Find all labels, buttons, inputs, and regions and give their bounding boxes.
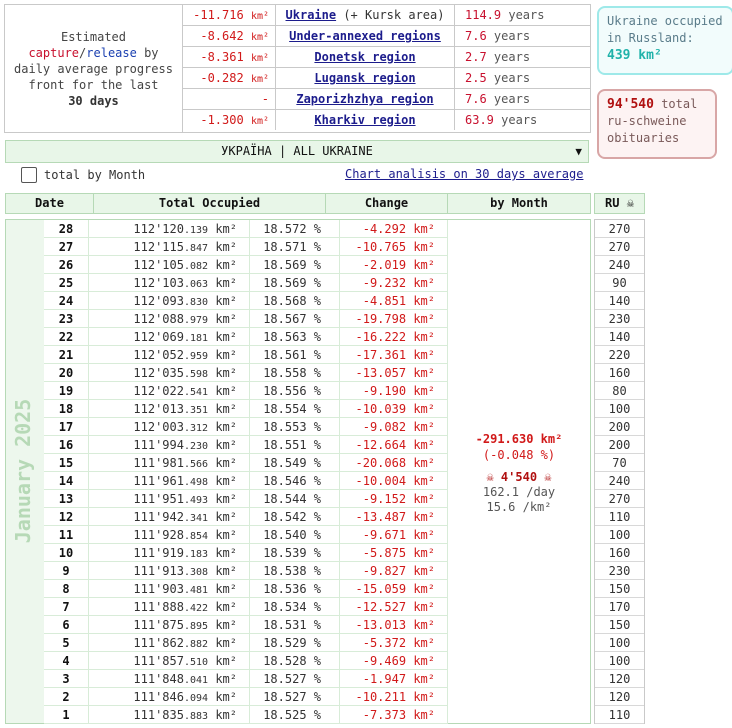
row-date: 11 bbox=[44, 526, 89, 544]
desc-release: release bbox=[86, 45, 137, 60]
table-row bbox=[44, 454, 448, 472]
table-row bbox=[44, 400, 448, 418]
month-per-day: 162.1 /day bbox=[482, 485, 556, 499]
row-percent: 18.569 % bbox=[250, 256, 340, 274]
row-total-occupied: 111'961.498 km² bbox=[89, 472, 250, 490]
row-percent: 18.572 % bbox=[250, 220, 340, 238]
ru-row bbox=[595, 346, 644, 364]
row-total-occupied: 111'875.895 km² bbox=[89, 616, 250, 634]
row-total-occupied: 111'994.230 km² bbox=[89, 436, 250, 454]
row-date: 28 bbox=[44, 220, 89, 238]
row-date: 8 bbox=[44, 580, 89, 598]
row-percent: 18.568 % bbox=[250, 292, 340, 310]
obituaries-line3: obituaries bbox=[607, 131, 680, 145]
row-change: -10.004 km² bbox=[340, 472, 448, 490]
row-percent: 18.569 % bbox=[250, 274, 340, 292]
row-percent: 18.551 % bbox=[250, 436, 340, 454]
desc-line4: front for the last bbox=[28, 77, 159, 92]
table-row bbox=[44, 616, 448, 634]
row-percent: 18.558 % bbox=[250, 364, 340, 382]
row-total-occupied: 111'848.041 km² bbox=[89, 670, 250, 688]
summary-table bbox=[183, 5, 590, 130]
row-total-occupied: 111'919.183 km² bbox=[89, 544, 250, 562]
summary-region bbox=[276, 68, 455, 89]
summary-area: -11.716 km² bbox=[183, 5, 276, 26]
row-date: 2 bbox=[44, 688, 89, 706]
row-total-occupied: 111'862.882 km² bbox=[89, 634, 250, 652]
row-change: -20.068 km² bbox=[340, 454, 448, 472]
row-percent: 18.563 % bbox=[250, 328, 340, 346]
row-change: -10.039 km² bbox=[340, 400, 448, 418]
table-row bbox=[44, 328, 448, 346]
header-ru[interactable]: RU ☠ bbox=[594, 193, 645, 214]
ru-value: 90 bbox=[595, 274, 644, 292]
row-change: -4.292 km² bbox=[340, 220, 448, 238]
row-total-occupied: 111'835.883 km² bbox=[89, 706, 250, 724]
ru-value: 140 bbox=[595, 328, 644, 346]
ru-row bbox=[595, 706, 644, 724]
summary-area: -0.282 km² bbox=[183, 68, 276, 89]
ru-value: 240 bbox=[595, 472, 644, 490]
occupied-line2: in Russland: bbox=[607, 31, 694, 45]
row-date: 12 bbox=[44, 508, 89, 526]
row-change: -15.059 km² bbox=[340, 580, 448, 598]
row-total-occupied: 111'951.493 km² bbox=[89, 490, 250, 508]
summary-row bbox=[183, 47, 590, 68]
row-change: -7.373 km² bbox=[340, 706, 448, 724]
table-row bbox=[44, 562, 448, 580]
ru-row bbox=[595, 310, 644, 328]
row-percent: 18.528 % bbox=[250, 652, 340, 670]
row-change: -1.947 km² bbox=[340, 670, 448, 688]
row-percent: 18.531 % bbox=[250, 616, 340, 634]
ru-row bbox=[595, 328, 644, 346]
row-change: -17.361 km² bbox=[340, 346, 448, 364]
header-by-month[interactable]: by Month bbox=[447, 193, 591, 214]
ru-row bbox=[595, 544, 644, 562]
ru-value: 110 bbox=[595, 508, 644, 526]
table-row bbox=[44, 508, 448, 526]
ru-row bbox=[595, 652, 644, 670]
table-row bbox=[44, 634, 448, 652]
ru-row bbox=[595, 580, 644, 598]
row-total-occupied: 112'093.830 km² bbox=[89, 292, 250, 310]
region-link[interactable]: Kharkiv region bbox=[314, 113, 416, 127]
row-change: -13.013 km² bbox=[340, 616, 448, 634]
table-row bbox=[44, 310, 448, 328]
row-change: -9.152 km² bbox=[340, 490, 448, 508]
table-row bbox=[44, 292, 448, 310]
summary-region: Ukraine (+ Kursk area) bbox=[276, 5, 455, 26]
row-percent: 18.549 % bbox=[250, 454, 340, 472]
row-date: 5 bbox=[44, 634, 89, 652]
ru-row bbox=[595, 382, 644, 400]
row-date: 24 bbox=[44, 292, 89, 310]
desc-by: by bbox=[136, 45, 159, 60]
table-row bbox=[44, 652, 448, 670]
row-total-occupied: 111'942.341 km² bbox=[89, 508, 250, 526]
ru-value: 160 bbox=[595, 544, 644, 562]
table-row bbox=[44, 256, 448, 274]
summary-row bbox=[183, 68, 590, 89]
row-percent: 18.561 % bbox=[250, 346, 340, 364]
desc-line5: 30 days bbox=[68, 93, 119, 108]
row-change: -19.798 km² bbox=[340, 310, 448, 328]
table-row bbox=[44, 364, 448, 382]
region-link[interactable]: Under-annexed regions bbox=[289, 29, 441, 43]
ru-row bbox=[595, 634, 644, 652]
row-change: -9.232 km² bbox=[340, 274, 448, 292]
summary-years: 7.6 years bbox=[455, 89, 591, 110]
ru-row bbox=[595, 436, 644, 454]
table-row bbox=[44, 526, 448, 544]
ru-value: 270 bbox=[595, 220, 644, 238]
summary-years: 7.6 years bbox=[455, 26, 591, 47]
row-total-occupied: 112'052.959 km² bbox=[89, 346, 250, 364]
ru-value: 100 bbox=[595, 526, 644, 544]
row-change: -10.211 km² bbox=[340, 688, 448, 706]
region-select[interactable] bbox=[5, 140, 589, 163]
obituaries-box bbox=[597, 89, 717, 159]
row-percent: 18.542 % bbox=[250, 508, 340, 526]
ru-value: 100 bbox=[595, 634, 644, 652]
ru-value: 160 bbox=[595, 364, 644, 382]
ru-value: 270 bbox=[595, 238, 644, 256]
ru-row bbox=[595, 472, 644, 490]
row-change: -9.469 km² bbox=[340, 652, 448, 670]
table-row bbox=[44, 598, 448, 616]
table-row bbox=[44, 670, 448, 688]
row-total-occupied: 111'913.308 km² bbox=[89, 562, 250, 580]
row-total-occupied: 112'013.351 km² bbox=[89, 400, 250, 418]
row-date: 3 bbox=[44, 670, 89, 688]
ru-value: 200 bbox=[595, 418, 644, 436]
row-change: -10.765 km² bbox=[340, 238, 448, 256]
row-percent: 18.544 % bbox=[250, 490, 340, 508]
summary-years: 114.9 years bbox=[455, 5, 591, 26]
summary-region bbox=[276, 26, 455, 47]
row-total-occupied: 112'088.979 km² bbox=[89, 310, 250, 328]
chart-analysis-link[interactable]: Chart analisis on 30 days average bbox=[345, 167, 584, 181]
ru-row bbox=[595, 256, 644, 274]
row-change: -5.875 km² bbox=[340, 544, 448, 562]
row-total-occupied: 112'022.541 km² bbox=[89, 382, 250, 400]
row-total-occupied: 112'003.312 km² bbox=[89, 418, 250, 436]
row-total-occupied: 111'981.566 km² bbox=[89, 454, 250, 472]
total-by-month-label[interactable]: total by Month bbox=[44, 168, 146, 182]
row-percent: 18.539 % bbox=[250, 544, 340, 562]
desc-line1: Estimated bbox=[60, 29, 126, 44]
row-date: 13 bbox=[44, 490, 89, 508]
occupation-table bbox=[5, 219, 591, 724]
row-date: 7 bbox=[44, 598, 89, 616]
ru-row bbox=[595, 616, 644, 634]
total-by-month-checkbox[interactable] bbox=[21, 167, 37, 183]
region-link[interactable]: Ukraine bbox=[285, 8, 337, 22]
table-row bbox=[44, 238, 448, 256]
row-date: 1 bbox=[44, 706, 89, 724]
row-total-occupied: 112'120.139 km² bbox=[89, 220, 250, 238]
row-change: -12.527 km² bbox=[340, 598, 448, 616]
ru-losses-column bbox=[594, 219, 645, 724]
table-row bbox=[44, 346, 448, 364]
row-change: -16.222 km² bbox=[340, 328, 448, 346]
region-link[interactable]: Donetsk region bbox=[314, 50, 416, 64]
region-select-value: УКРАЇНА | ALL UKRAINE bbox=[221, 144, 373, 158]
header-total-occupied[interactable]: Total Occupied bbox=[93, 193, 326, 214]
summary-area: - bbox=[183, 89, 276, 110]
row-date: 4 bbox=[44, 652, 89, 670]
occupied-in-russia-box bbox=[597, 6, 732, 75]
row-change: -4.851 km² bbox=[340, 292, 448, 310]
row-total-occupied: 111'888.422 km² bbox=[89, 598, 250, 616]
row-total-occupied: 111'903.481 km² bbox=[89, 580, 250, 598]
ru-value: 150 bbox=[595, 580, 644, 598]
obituaries-value: 94'540 bbox=[607, 97, 654, 112]
ru-value: 270 bbox=[595, 490, 644, 508]
summary-years: 2.7 years bbox=[455, 47, 591, 68]
ru-value: 100 bbox=[595, 652, 644, 670]
table-row bbox=[44, 220, 448, 238]
row-date: 15 bbox=[44, 454, 89, 472]
ru-row bbox=[595, 562, 644, 580]
month-change: -291.630 km² bbox=[475, 432, 563, 446]
ru-value: 240 bbox=[595, 256, 644, 274]
row-percent: 18.556 % bbox=[250, 382, 340, 400]
summary-row bbox=[183, 89, 590, 110]
desc-capture: capture bbox=[28, 45, 80, 60]
summary-area: -8.642 km² bbox=[183, 26, 276, 47]
row-date: 17 bbox=[44, 418, 89, 436]
ru-row bbox=[595, 292, 644, 310]
row-date: 27 bbox=[44, 238, 89, 256]
ru-row bbox=[595, 526, 644, 544]
ru-row bbox=[595, 598, 644, 616]
summary-area: -8.361 km² bbox=[183, 47, 276, 68]
header-date[interactable]: Date bbox=[5, 193, 94, 214]
ru-value: 230 bbox=[595, 310, 644, 328]
month-per-km: 15.6 /km² bbox=[486, 500, 552, 514]
month-summary bbox=[448, 220, 590, 723]
ru-row bbox=[595, 688, 644, 706]
ru-value: 120 bbox=[595, 688, 644, 706]
row-total-occupied: 111'857.510 km² bbox=[89, 652, 250, 670]
row-date: 6 bbox=[44, 616, 89, 634]
row-percent: 18.527 % bbox=[250, 688, 340, 706]
row-change: -13.057 km² bbox=[340, 364, 448, 382]
ru-value: 200 bbox=[595, 436, 644, 454]
row-percent: 18.540 % bbox=[250, 526, 340, 544]
row-date: 23 bbox=[44, 310, 89, 328]
ru-row bbox=[595, 670, 644, 688]
ru-losses-rows bbox=[595, 220, 644, 724]
table-row bbox=[44, 706, 448, 724]
summary-row bbox=[183, 5, 590, 26]
table-row bbox=[44, 274, 448, 292]
row-change: -9.190 km² bbox=[340, 382, 448, 400]
ru-row bbox=[595, 220, 644, 238]
row-percent: 18.567 % bbox=[250, 310, 340, 328]
summary-row bbox=[183, 26, 590, 47]
row-total-occupied: 111'928.854 km² bbox=[89, 526, 250, 544]
row-date: 14 bbox=[44, 472, 89, 490]
row-percent: 18.525 % bbox=[250, 706, 340, 724]
ru-row bbox=[595, 490, 644, 508]
desc-line3: daily average progress bbox=[14, 61, 173, 76]
summary-area: -1.300 km² bbox=[183, 110, 276, 131]
row-change: -9.082 km² bbox=[340, 418, 448, 436]
row-change: -13.487 km² bbox=[340, 508, 448, 526]
desc-slash: / bbox=[79, 45, 87, 60]
ru-value: 220 bbox=[595, 346, 644, 364]
occupied-value: 439 km² bbox=[607, 48, 662, 63]
ru-value: 110 bbox=[595, 706, 644, 724]
ru-value: 230 bbox=[595, 562, 644, 580]
region-link[interactable]: Zaporizhzhya region bbox=[296, 92, 434, 106]
ru-value: 70 bbox=[595, 454, 644, 472]
ru-row bbox=[595, 508, 644, 526]
row-percent: 18.529 % bbox=[250, 634, 340, 652]
row-date: 22 bbox=[44, 328, 89, 346]
summary-region bbox=[276, 47, 455, 68]
ru-value: 140 bbox=[595, 292, 644, 310]
row-change: -12.664 km² bbox=[340, 436, 448, 454]
occupied-line1: Ukraine occupied bbox=[607, 14, 723, 28]
row-date: 19 bbox=[44, 382, 89, 400]
row-total-occupied: 112'115.847 km² bbox=[89, 238, 250, 256]
ru-row bbox=[595, 400, 644, 418]
ru-value: 80 bbox=[595, 382, 644, 400]
summary-region bbox=[276, 110, 455, 131]
row-percent: 18.553 % bbox=[250, 418, 340, 436]
row-percent: 18.534 % bbox=[250, 598, 340, 616]
row-percent: 18.554 % bbox=[250, 400, 340, 418]
ru-row bbox=[595, 364, 644, 382]
region-link[interactable]: Lugansk region bbox=[314, 71, 416, 85]
row-total-occupied: 112'069.181 km² bbox=[89, 328, 250, 346]
chevron-down-icon: ▼ bbox=[575, 145, 582, 158]
table-row bbox=[44, 544, 448, 562]
daily-rows bbox=[44, 220, 448, 724]
summary-years: 2.5 years bbox=[455, 68, 591, 89]
row-change: -5.372 km² bbox=[340, 634, 448, 652]
summary-region bbox=[276, 89, 455, 110]
row-date: 21 bbox=[44, 346, 89, 364]
row-percent: 18.546 % bbox=[250, 472, 340, 490]
table-row bbox=[44, 382, 448, 400]
ru-value: 150 bbox=[595, 616, 644, 634]
table-row bbox=[44, 436, 448, 454]
row-date: 16 bbox=[44, 436, 89, 454]
summary-row bbox=[183, 110, 590, 131]
ru-row bbox=[595, 274, 644, 292]
summary-panel bbox=[4, 4, 591, 133]
row-date: 18 bbox=[44, 400, 89, 418]
table-row bbox=[44, 472, 448, 490]
obituaries-line1: total bbox=[661, 97, 698, 111]
table-row bbox=[44, 580, 448, 598]
obituaries-line2: ru-schweine bbox=[607, 114, 687, 128]
row-change: -2.019 km² bbox=[340, 256, 448, 274]
row-date: 10 bbox=[44, 544, 89, 562]
row-percent: 18.571 % bbox=[250, 238, 340, 256]
row-total-occupied: 112'105.082 km² bbox=[89, 256, 250, 274]
row-change: -9.671 km² bbox=[340, 526, 448, 544]
row-total-occupied: 111'846.094 km² bbox=[89, 688, 250, 706]
table-row bbox=[44, 688, 448, 706]
ru-row bbox=[595, 238, 644, 256]
row-total-occupied: 112'035.598 km² bbox=[89, 364, 250, 382]
ru-value: 120 bbox=[595, 670, 644, 688]
row-percent: 18.536 % bbox=[250, 580, 340, 598]
summary-description bbox=[5, 5, 183, 132]
row-percent: 18.538 % bbox=[250, 562, 340, 580]
header-change[interactable]: Change bbox=[325, 193, 448, 214]
row-percent: 18.527 % bbox=[250, 670, 340, 688]
month-label: January 2025 bbox=[11, 398, 35, 544]
ru-row bbox=[595, 418, 644, 436]
month-deaths: ☠ 4'540 ☠ bbox=[486, 470, 552, 484]
ru-value: 100 bbox=[595, 400, 644, 418]
row-date: 20 bbox=[44, 364, 89, 382]
ru-value: 170 bbox=[595, 598, 644, 616]
summary-years: 63.9 years bbox=[465, 113, 538, 127]
row-total-occupied: 112'103.063 km² bbox=[89, 274, 250, 292]
row-date: 9 bbox=[44, 562, 89, 580]
month-percent: (-0.048 %) bbox=[482, 448, 556, 462]
month-column bbox=[6, 220, 44, 723]
table-row bbox=[44, 418, 448, 436]
row-change: -9.827 km² bbox=[340, 562, 448, 580]
table-row bbox=[44, 490, 448, 508]
row-date: 26 bbox=[44, 256, 89, 274]
ru-row bbox=[595, 454, 644, 472]
row-date: 25 bbox=[44, 274, 89, 292]
